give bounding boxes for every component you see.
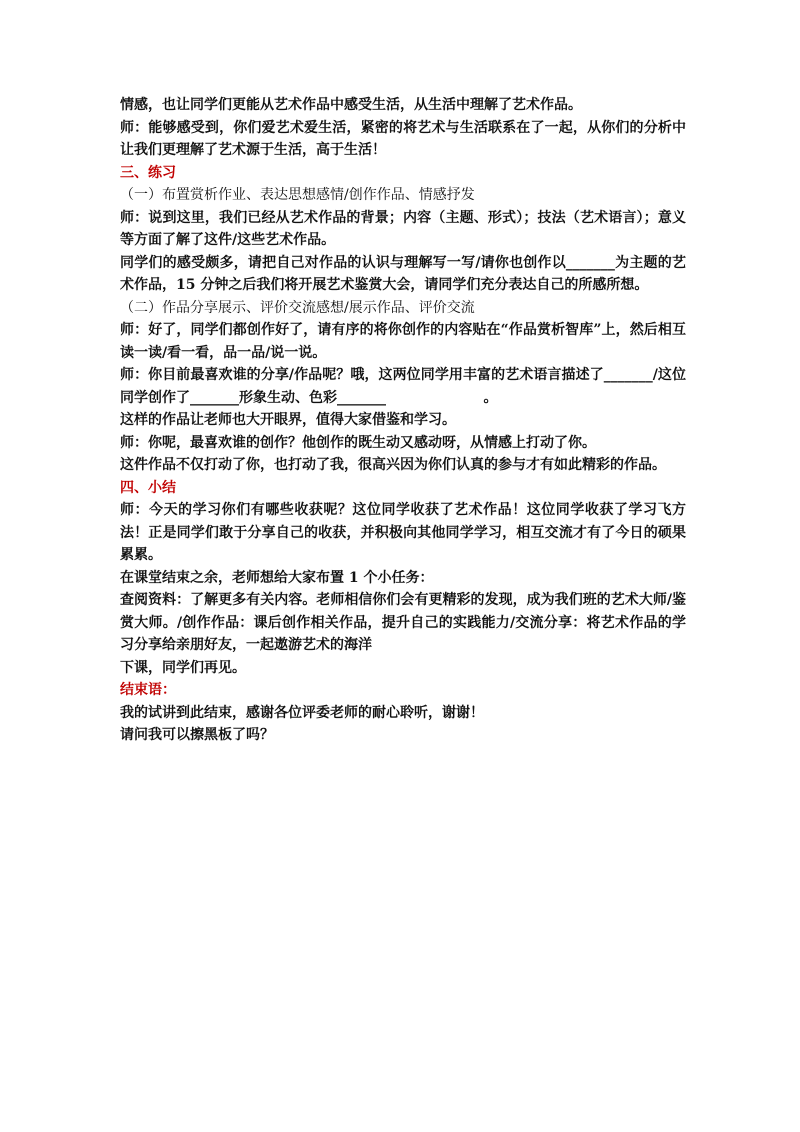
section-heading: 三、练习	[120, 164, 176, 181]
paragraph: 这样的作品让老师也大开眼界，值得大家借鉴和学习。	[120, 412, 456, 428]
paragraph: 师：今天的学习你们有哪些收获呢？这位同学收获了艺术作品！这位同学收获了学习飞方法！正是同学们敢于分享自己的收获，并积极向其他同学学习，相互交流才有了今日的硕果累累。	[120, 502, 686, 563]
paragraph: 同学们的感受颇多，请把自己对作品的认识与理解写一写/请你也创作以_______为主题的艺术作品，15 分钟之后我们将开展艺术鉴赏大会，请同学们充分表达自己的所感所想。	[120, 254, 686, 293]
section-heading: 结束语：	[120, 682, 176, 698]
paragraph: 师：能够感受到，你们爱艺术爱生活，紧密的将艺术与生活联系在了一起，从你们的分析中让我们更理解了艺术源于生活，高于生活！	[120, 119, 686, 158]
paragraph: 师：好了，同学们都创作好了，请有序的将你创作的内容贴在“作品赏析智库”上，然后相互读一读/看一看，品一品/说一说。	[120, 322, 686, 361]
paragraph: 这件作品不仅打动了你，也打动了我，很高兴因为你们认真的参与才有如此精彩的作品。	[120, 457, 666, 473]
paragraph: 请问我可以擦黑板了吗？	[120, 727, 274, 743]
paragraph: 情感，也让同学们更能从艺术作品中感受生活，从生活中理解了艺术作品。	[120, 97, 582, 113]
paragraph: 在课堂结束之余，老师想给大家布置 1 个小任务：	[120, 569, 434, 586]
subsection-title: （二）作品分享展示、评价交流感想/展示作品、评价交流	[120, 299, 475, 316]
paragraph: 师：你目前最喜欢谁的分享/作品呢？哦，这两位同学用丰富的艺术语言描述了_______/这位同学创作了_______形象生动、色彩_______ 。	[120, 367, 686, 406]
section-heading: 四、小结	[120, 479, 176, 496]
subsection-title: （一）布置赏析作业、表达思想感情/创作作品、情感抒发	[120, 187, 475, 203]
paragraph: 下课，同学们再见。	[120, 659, 246, 676]
paragraph: 师：你呢，最喜欢谁的创作？他创作的既生动又感动呀，从情感上打动了你。	[120, 434, 596, 451]
document-page	[120, 94, 686, 747]
paragraph: 我的试讲到此结束，感谢各位评委老师的耐心聆听，谢谢！	[120, 704, 484, 721]
paragraph: 查阅资料：了解更多有关内容。老师相信你们会有更精彩的发现，成为我们班的艺术大师/鉴赏大师。/创作作品：课后创作相关作品，提升自己的实践能力/交流分享：将艺术作品的学习分享给亲朋好友，一起遨游艺术的海洋	[120, 592, 686, 653]
paragraph: 师：说到这里，我们已经从艺术作品的背景；内容（主题、形式）；技法（艺术语言）；意义等方面了解了这件/这些艺术作品。	[120, 209, 686, 248]
